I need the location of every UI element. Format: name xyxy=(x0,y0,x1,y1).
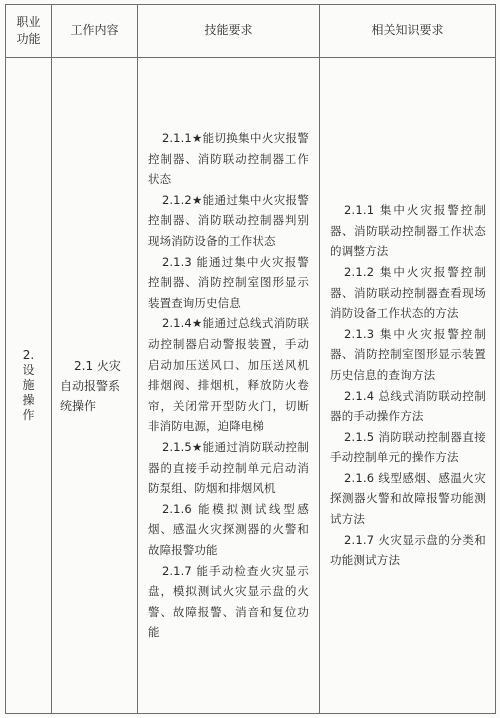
skill-item: 2.1.2★能通过集中火灾报警控制器、消防联动控制器判别现场消防设备的工作状态 xyxy=(148,192,309,249)
function-name: 设施操作 xyxy=(22,363,35,423)
knowledge-cell xyxy=(320,58,496,714)
function-number: 2. xyxy=(22,347,35,362)
header-skill-requirements: 技能要求 xyxy=(138,5,320,58)
work-content-cell xyxy=(52,58,138,714)
knowledge-item: 2.1.6 线型感烟、感温火灾探测器火警和故障报警功能测试方法 xyxy=(330,470,486,527)
requirements-table xyxy=(5,4,496,714)
function-cell xyxy=(6,58,52,714)
table-header-row xyxy=(6,5,496,58)
skill-item: 2.1.4★能通过总线式消防联动控制器启动警报装置，手动启动加压送风口、加压送风机排烟阀、排烟机，释放防火卷帘，关闭常开型防火门，切断非消防电源，迫降电梯 xyxy=(148,316,309,434)
work-content-text: 2.1 火灾自动报警系统操作 xyxy=(60,358,121,413)
skill-item: 2.1.1★能切换集中火灾报警控制器、消防联动控制器工作状态 xyxy=(148,131,309,187)
skill-item: 2.1.7 能手动检查火灾显示盘，模拟测试火灾显示盘的火警、故障报警、消音和复位功能 xyxy=(148,563,309,640)
knowledge-item: 2.1.1 集中火灾报警控制器、消防联动控制器工作状态的调整方法 xyxy=(330,203,486,259)
header-knowledge-requirements: 相关知识要求 xyxy=(320,5,496,58)
knowledge-item: 2.1.7 火灾显示盘的分类和功能测试方法 xyxy=(330,532,486,568)
knowledge-item: 2.1.2 集中火灾报警控制器、消防联动控制器查看现场消防设备工作状态的方法 xyxy=(330,264,486,321)
table-row xyxy=(6,58,496,714)
header-work-content: 工作内容 xyxy=(52,5,138,58)
knowledge-item: 2.1.3 集中火灾报警控制器、消防控制室图形显示装置历史信息的查询方法 xyxy=(330,326,486,382)
skill-item: 2.1.5★能通过消防联动控制器的直接手动控制单元启动消防泵组、防烟和排烟风机 xyxy=(148,439,309,496)
knowledge-item: 2.1.5 消防联动控制器直接手动控制单元的操作方法 xyxy=(330,429,486,465)
skill-item: 2.1.6 能模拟测试线型感烟、感温火灾探测器的火警和故障报警功能 xyxy=(148,501,309,557)
header-function: 职业 功能 xyxy=(6,5,52,58)
skill-item: 2.1.3 能通过集中火灾报警控制器、消防控制室图形显示装置查询历史信息 xyxy=(148,254,309,310)
knowledge-item: 2.1.4 总线式消防联动控制器的手动操作方法 xyxy=(330,388,486,424)
skills-cell xyxy=(138,58,320,714)
